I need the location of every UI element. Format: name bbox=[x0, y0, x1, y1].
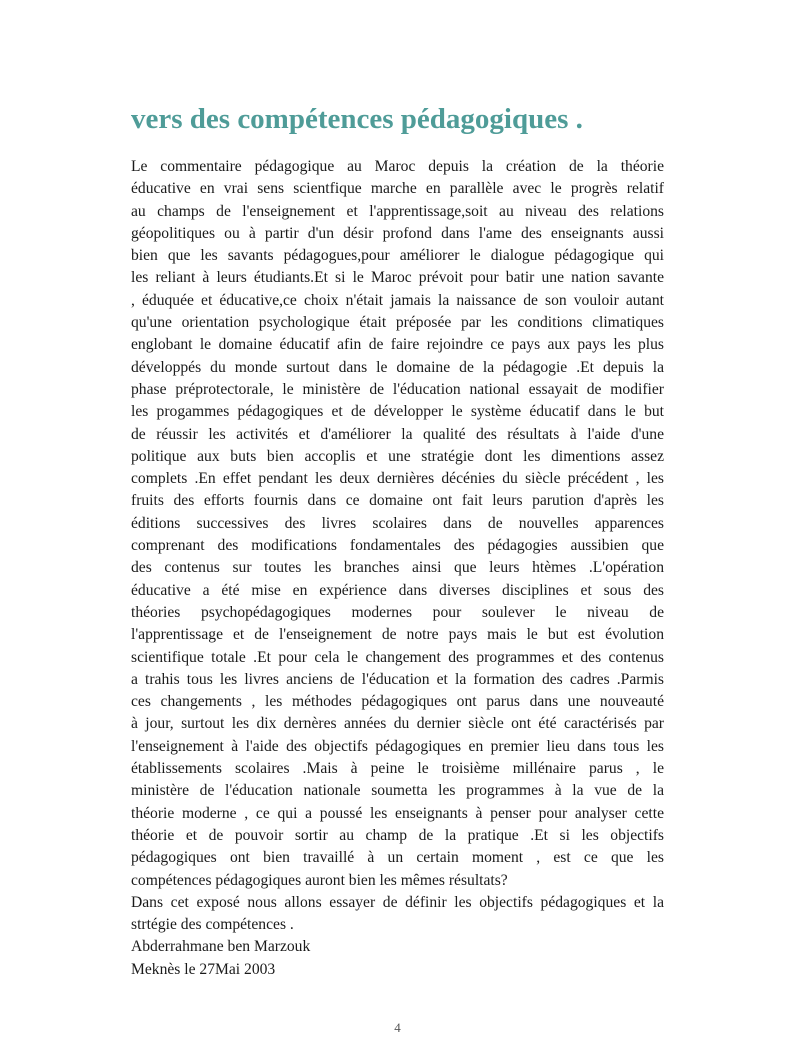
body-line: l'apprentissage et de l'enseignement de notre pays mais le but est évolution bbox=[131, 626, 664, 644]
body-line: englobant le domaine éducatif afin de faire rejoindre ce pays aux pays les plus bbox=[131, 336, 664, 354]
body-line: au champs de l'enseignement et l'apprentissage,soit au niveau des relations bbox=[131, 202, 664, 220]
body-line: comprenant des modifications fondamentales des pédagogies aussibien que bbox=[131, 537, 664, 555]
body-line: de réussir les activités et d'améliorer la qualité des résultats à l'aide d'une bbox=[131, 425, 664, 443]
body-line: éducative a été mise en expérience dans diverses disciplines et sous des bbox=[131, 581, 664, 599]
body-line: a trahis tous les livres anciens de l'éducation et la formation des cadres .Parmis bbox=[131, 670, 664, 688]
body-line: éditions successives des livres scolaires dans de nouvelles apparences bbox=[131, 514, 664, 532]
body-line: phase préprotectorale, le ministère de l'éducation national essayait de modifier bbox=[131, 380, 664, 398]
body-line: théorie moderne , ce qui a poussé les enseignants à penser pour analyser cette bbox=[131, 804, 664, 822]
body-line: à jour, surtout les dix dernères années du dernier siècle ont été caractérisés par bbox=[131, 715, 664, 733]
body-line: des contenus sur toutes les branches ainsi que leurs htèmes .L'opération bbox=[131, 559, 664, 577]
page-number: 4 bbox=[394, 1020, 401, 1035]
body-line: ces changements , les méthodes pédagogiques ont parus dans une nouveauté bbox=[131, 693, 664, 711]
body-line: compétences pédagogiques auront bien les mêmes résultats? bbox=[131, 871, 508, 889]
body-line: scientifique totale .Et pour cela le changement des programmes et des contenus bbox=[131, 648, 664, 666]
body-line: les progammes pédagogiques et de développer le système éducatif dans le but bbox=[131, 403, 664, 421]
body-line: géopolitiques ou à partir d'un désir profond dans l'ame des enseignants aussi bbox=[131, 224, 664, 242]
body-text bbox=[131, 156, 664, 981]
place-date: Meknès le 27Mai 2003 bbox=[131, 960, 276, 978]
body-line: établissements scolaires .Mais à peine le troisième millénaire parus , le bbox=[131, 760, 664, 778]
body-line: théories psychopédagogiques modernes pour soulever le niveau de bbox=[131, 603, 664, 621]
body-line: complets .En effet pendant les deux dernières décénies du siècle précédent , les bbox=[131, 470, 664, 488]
body-line: ministère de l'éducation nationale soumetta les programmes à la vue de la bbox=[131, 782, 664, 800]
body-line: pédagogiques ont bien travaillé à un certain moment , est ce que les bbox=[131, 849, 664, 867]
body-line: Dans cet exposé nous allons essayer de définir les objectifs pédagogiques et la bbox=[131, 893, 664, 911]
body-line: développés du monde surtout dans le domaine de la pédagogie .Et depuis la bbox=[131, 358, 664, 376]
body-line: Le commentaire pédagogique au Maroc depuis la création de la théorie bbox=[131, 158, 664, 175]
body-line: , éduquée et éducative,ce choix n'était jamais la naissance de son vouloir autant bbox=[131, 291, 664, 309]
body-line: éducative en vrai sens scientfique marche en parallèle avec le progrès relatif bbox=[131, 180, 664, 198]
body-line: théorie et de pouvoir sortir au champ de la pratique .Et si les objectifs bbox=[131, 826, 664, 844]
author-name: Abderrahmane ben Marzouk bbox=[131, 938, 311, 956]
page-title: vers des compétences pédagogiques . bbox=[131, 103, 583, 135]
body-line: l'enseignement à l'aide des objectifs pédagogiques en premier lieu dans tous les bbox=[131, 737, 664, 755]
body-line: politique aux buts bien accoplis et une stratégie dont les dimentions assez bbox=[131, 447, 664, 465]
body-line: bien que les savants pédagogues,pour améliorer le dialogue pédagogique qui bbox=[131, 247, 664, 265]
body-line: qu'une orientation psychologique était préposée par les conditions climatiques bbox=[131, 314, 664, 332]
body-line: strtégie des compétences . bbox=[131, 916, 294, 934]
body-line: les reliant à leurs étudiants.Et si le Maroc prévoit pour batir une nation savante bbox=[131, 269, 664, 287]
body-line: fruits des efforts fournis dans ce domaine ont fait leurs parution d'après les bbox=[131, 492, 664, 510]
